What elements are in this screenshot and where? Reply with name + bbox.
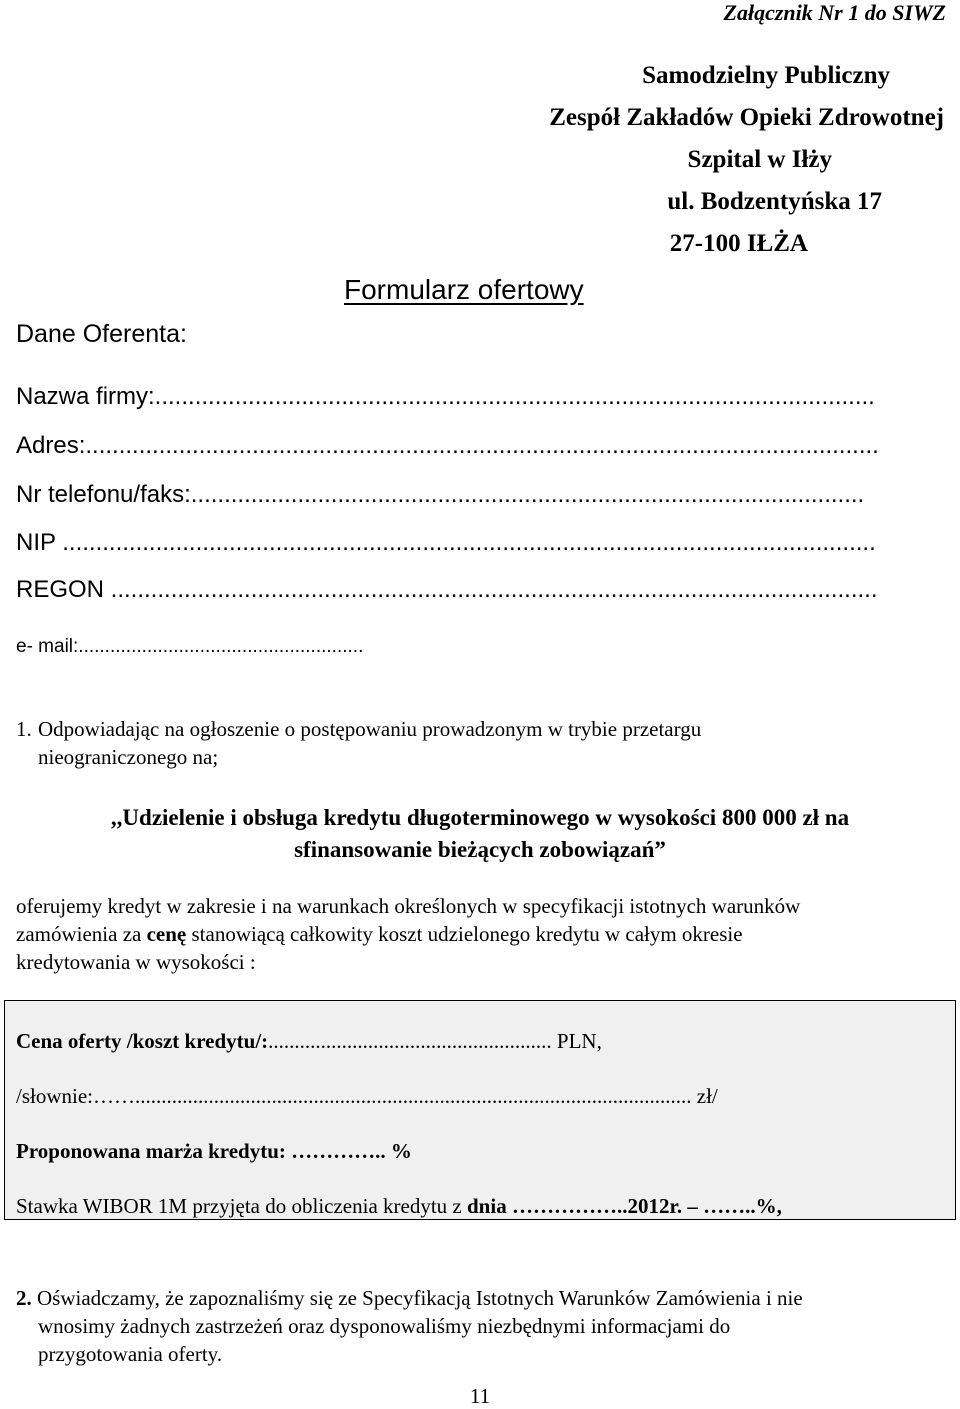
field-regon: REGON ................................................................................................................... [16, 576, 878, 603]
offer-text [16, 892, 936, 976]
section-2-line3: przygotowania oferty. [38, 1342, 223, 1366]
price-fill: ...................................................... PLN, [268, 1029, 602, 1053]
section-1-intro [16, 715, 916, 771]
section-1-number: 1. [16, 717, 32, 741]
offer-text-line2c: stanowiącą całkowity koszt udzielonego kredytu w całym okresie [186, 922, 743, 946]
recipient-city: 27-100 IŁŻA [669, 230, 808, 257]
section-2-declaration [16, 1284, 936, 1368]
section-2-line1: Oświadczamy, że zapoznaliśmy się ze Specyfikacją Istotnych Warunków Zamówienia i nie [31, 1286, 803, 1310]
margin-row [16, 1139, 412, 1164]
recipient-name-line3: Szpital w Iłży [687, 146, 832, 173]
field-phone-fax: Nr telefonu/faks:..................................................................................................... [16, 481, 865, 508]
form-title: Formularz ofertowy [344, 274, 584, 305]
bidder-heading: Dane Oferenta: [16, 320, 187, 348]
recipient-name-line1: Samodzielny Publiczny [642, 62, 890, 89]
field-company-name: Nazwa firmy:............................................................................................................ [16, 383, 875, 410]
section-2-line2: wnosimy żadnych zastrzeżeń oraz dysponowaliśmy niezbędnymi informacjami do [38, 1314, 731, 1338]
wibor-row [16, 1194, 782, 1219]
tender-subject-line1: ,,Udzielenie i obsługa kredytu długoterminowego w wysokości 800 000 zł na [110, 805, 850, 830]
tender-subject [0, 802, 960, 866]
wibor-label: Stawka WIBOR 1M przyjęta do obliczenia kredytu z [16, 1194, 467, 1218]
margin-label: Proponowana marża kredytu: [16, 1139, 286, 1163]
price-box [4, 1000, 956, 1220]
words-fill: /słownie:…….......................................................................................................... [16, 1084, 692, 1108]
margin-fill: ………….. % [285, 1139, 412, 1163]
section-1-line2: nieograniczonego na; [38, 745, 219, 769]
price-label: Cena oferty /koszt kredytu/: [16, 1029, 269, 1053]
section-2-number: 2. [16, 1286, 32, 1310]
section-1-line1: Odpowiadając na ogłoszenie o postępowaniu prowadzonym w trybie przetargu [38, 717, 702, 741]
field-nip: NIP .......................................................................................................................... [16, 529, 876, 556]
words-row [16, 1084, 718, 1109]
page-number: 11 [469, 1384, 491, 1408]
field-email: e- mail:...................................................... [16, 636, 364, 657]
wibor-date-label: dnia [467, 1194, 507, 1218]
offer-text-line3: kredytowania w wysokości : [16, 950, 256, 974]
field-address: Adres:....................................................................................................................... [16, 432, 879, 459]
offer-text-line1: oferujemy kredyt w zakresie i na warunkach określonych w specyfikacji istotnych warunków [16, 894, 801, 918]
wibor-fill: ……………..2012r. – ……..%, [506, 1194, 782, 1218]
words-unit: zł/ [691, 1084, 718, 1108]
recipient-name-line2: Zespół Zakładów Opieki Zdrowotnej [549, 104, 944, 131]
offer-text-price-word: cenę [146, 922, 187, 946]
attachment-label: Załącznik Nr 1 do SIWZ [723, 0, 946, 25]
price-row [16, 1029, 602, 1054]
recipient-street: ul. Bodzentyńska 17 [667, 188, 882, 215]
tender-subject-line2: sfinansowanie bieżących zobowiązań” [294, 837, 666, 862]
offer-text-line2a: zamówienia za [16, 922, 147, 946]
